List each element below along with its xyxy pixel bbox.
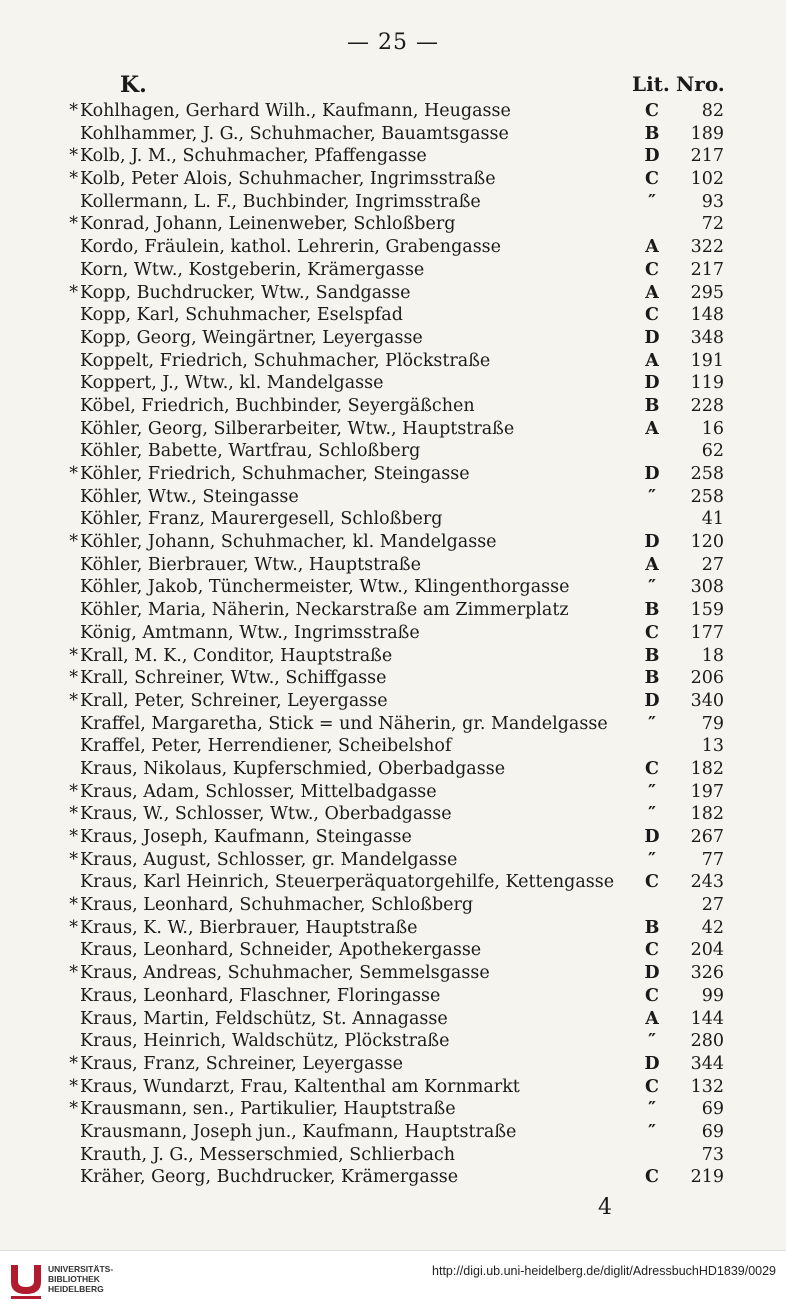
entry-name: König, Amtmann, Wtw., Ingrimsstraße [80,622,420,643]
entry-name: Köbel, Friedrich, Buchbinder, Seyergäßchen [80,395,475,416]
entry-lit: ″ [648,713,656,734]
list-item [0,1076,786,1099]
entry-marker: * [69,917,78,938]
list-item [0,871,786,894]
entry-name: Krall, M. K., Conditor, Hauptstraße [80,645,393,666]
entry-name: Köhler, Bierbrauer, Wtw., Hauptstraße [80,554,421,575]
entry-lit: C [645,985,659,1006]
wordmark-line: HEIDELBERG [48,1284,104,1294]
entry-nro: 27 [701,554,724,575]
entry-marker: * [69,781,78,802]
entry-lit: D [644,690,660,711]
list-item [0,1030,786,1053]
entry-marker: * [69,282,78,303]
entry-name: Kraus, Andreas, Schuhmacher, Semmelsgasse [80,963,490,984]
entry-name: Koppelt, Friedrich, Schuhmacher, Plöckstraße [80,350,491,371]
entry-name: Kraus, Adam, Schlosser, Mittelbadgasse [80,781,437,802]
entry-lit: ″ [648,577,656,598]
entry-lit: D [644,146,660,167]
entry-lit: C [645,305,659,326]
entry-name: Köhler, Wtw., Steingasse [80,486,299,507]
entry-nro: 177 [690,622,724,643]
entry-nro: 120 [690,532,724,553]
list-item [0,1144,786,1167]
list-item [0,917,786,940]
entry-lit: ″ [648,486,656,507]
entry-lit: D [644,532,660,553]
list-item [0,236,786,259]
entry-lit: ″ [648,1121,656,1142]
entry-lit: D [644,963,660,984]
entry-lit: C [645,169,659,190]
entry-name: Kraus, Heinrich, Waldschütz, Plöckstraße [80,1031,450,1052]
entry-lit: B [644,668,660,689]
signature-mark: 4 [598,1195,612,1220]
entry-lit: C [645,940,659,961]
list-item [0,191,786,214]
entry-nro: 102 [690,169,724,190]
entry-name: Kraus, Leonhard, Flaschner, Floringasse [80,985,441,1006]
entry-marker: * [69,668,78,689]
source-url-link[interactable]: http://digi.ub.uni-heidelberg.de/diglit/AdressbuchHD1839/0029 [432,1264,776,1278]
entry-name: Kraus, K. W., Bierbrauer, Hauptstraße [80,917,418,938]
list-item [0,667,786,690]
entry-nro: 27 [701,895,724,916]
list-item [0,327,786,350]
list-item [0,939,786,962]
entry-nro: 72 [701,214,724,235]
list-item [0,123,786,146]
entry-nro: 16 [701,418,724,439]
entry-marker: * [69,804,78,825]
entry-lit: C [645,758,659,779]
entry-marker: * [69,146,78,167]
entry-name: Kraus, Joseph, Kaufmann, Steingasse [80,827,412,847]
entry-nro: 228 [690,395,724,416]
entry-marker: * [69,827,78,847]
entry-nro: 69 [701,1121,724,1142]
entry-nro: 322 [690,237,724,258]
entry-nro: 73 [701,1144,724,1165]
list-item [0,1121,786,1144]
entry-lit: A [645,282,659,303]
entry-lit: A [645,237,659,258]
entry-name: Koppert, J., Wtw., kl. Mandelgasse [80,373,384,394]
list-item [0,463,786,486]
entry-marker: * [69,214,78,235]
list-item [0,1053,786,1076]
entry-name: Kraffel, Peter, Herrendiener, Scheibelshof [80,736,452,757]
list-item [0,1008,786,1031]
entry-lit: ″ [648,804,656,825]
entry-nro: 340 [690,690,724,711]
entry-name: Köhler, Johann, Schuhmacher, kl. Mandelgasse [80,532,497,553]
list-item [0,849,786,872]
entry-name: Kraffel, Margaretha, Stick = und Näherin, gr. Mandelgasse [80,713,608,734]
column-header-nro: Nro. [676,72,725,96]
entry-name: Kopp, Georg, Weingärtner, Leyergasse [80,327,423,348]
list-item [0,690,786,713]
list-item [0,985,786,1008]
entry-name: Krall, Peter, Schreiner, Leyergasse [80,690,388,711]
list-item [0,1098,786,1121]
entry-name: Köhler, Friedrich, Schuhmacher, Steingasse [80,464,470,484]
entry-marker: * [69,1053,78,1074]
list-item [0,350,786,373]
entry-nro: 99 [701,985,724,1006]
list-item [0,508,786,531]
entry-nro: 42 [701,917,724,938]
entry-lit: ″ [648,781,656,802]
list-item [0,645,786,668]
list-item [0,282,786,305]
entry-nro: 258 [690,464,724,484]
entry-lit: ″ [648,1031,656,1052]
entry-name: Kopp, Karl, Schuhmacher, Eselspfad [80,305,403,326]
list-item [0,486,786,509]
entry-lit: D [644,464,660,484]
list-item [0,531,786,554]
entry-name: Kraus, W., Schlosser, Wtw., Oberbadgasse [80,804,452,825]
list-item [0,372,786,395]
entry-name: Köhler, Maria, Näherin, Neckarstraße am Zimmerplatz [80,600,569,621]
entry-name: Kraus, Leonhard, Schuhmacher, Schloßberg [80,895,474,916]
entry-nro: 189 [690,123,724,144]
entry-nro: 13 [701,736,724,757]
entry-nro: 148 [690,305,724,326]
entry-name: Köhler, Babette, Wartfrau, Schloßberg [80,441,421,462]
list-item [0,758,786,781]
entry-nro: 326 [690,963,724,984]
entry-lit: B [644,645,660,666]
entry-marker: * [69,963,78,984]
entry-nro: 217 [690,146,724,167]
entry-nro: 93 [701,191,724,212]
entry-lit: ″ [648,191,656,212]
list-item [0,395,786,418]
wordmark-line: BIBLIOTHEK [48,1274,100,1284]
entry-nro: 267 [690,827,724,847]
list-item [0,894,786,917]
entry-marker: * [69,690,78,711]
footer-bar [0,1250,786,1310]
entry-name: Kräher, Georg, Buchdrucker, Krämergasse [80,1167,459,1188]
entry-name: Kollermann, L. F., Buchbinder, Ingrimsstraße [80,191,481,212]
entry-lit: C [645,872,659,893]
entry-nro: 219 [690,1167,724,1188]
entry-nro: 243 [690,872,724,893]
list-item [0,145,786,168]
entry-name: Kopp, Buchdrucker, Wtw., Sandgasse [80,282,411,303]
entry-name: Köhler, Franz, Maurergesell, Schloßberg [80,509,443,530]
entry-name: Köhler, Georg, Silberarbeiter, Wtw., Hauptstraße [80,418,515,439]
column-header-lit: Lit. [632,72,670,96]
list-item [0,576,786,599]
entry-nro: 204 [690,940,724,961]
entry-name: Kohlhagen, Gerhard Wilh., Kaufmann, Heugasse [80,101,511,121]
list-item [0,962,786,985]
entry-name: Kraus, Wundarzt, Frau, Kaltenthal am Kornmarkt [80,1076,520,1097]
entry-lit: A [645,350,659,371]
list-item [0,622,786,645]
directory-entries [0,100,786,1189]
entry-name: Kraus, Nikolaus, Kupferschmied, Oberbadgasse [80,758,506,779]
entry-nro: 18 [701,645,724,666]
list-item [0,826,786,849]
entry-nro: 182 [690,758,724,779]
entry-name: Krausmann, sen., Partikulier, Hauptstraße [80,1099,456,1120]
entry-nro: 348 [690,327,724,348]
entry-marker: * [69,532,78,553]
entry-lit: C [645,101,659,121]
entry-marker: * [69,849,78,870]
list-item [0,554,786,577]
entry-nro: 77 [701,849,724,870]
entry-marker: * [69,464,78,484]
entry-nro: 280 [690,1031,724,1052]
entry-nro: 144 [690,1008,724,1029]
entry-nro: 79 [701,713,724,734]
entry-name: Kraus, Leonhard, Schneider, Apothekergasse [80,940,482,961]
entry-name: Kolb, J. M., Schuhmacher, Pfaffengasse [80,146,427,167]
list-item [0,259,786,282]
entry-lit: B [644,123,660,144]
entry-nro: 217 [690,259,724,280]
entry-nro: 119 [690,373,724,394]
list-item [0,735,786,758]
entry-name: Kolb, Peter Alois, Schuhmacher, Ingrimsstraße [80,169,496,190]
section-letter: K. [120,72,147,98]
list-item [0,213,786,236]
entry-lit: A [645,554,659,575]
entry-marker: * [69,1099,78,1120]
entry-name: Kraus, Franz, Schreiner, Leyergasse [80,1053,403,1074]
entry-marker: * [69,101,78,121]
library-wordmark [48,1264,113,1294]
list-item [0,599,786,622]
entry-nro: 69 [701,1099,724,1120]
entry-lit: B [644,395,660,416]
entry-lit: ″ [648,849,656,870]
list-item [0,168,786,191]
entry-name: Kraus, Karl Heinrich, Steuerperäquatorgehilfe, Kettengasse [80,872,615,893]
list-item [0,803,786,826]
entry-nro: 191 [690,350,724,371]
entry-marker: * [69,1076,78,1097]
entry-nro: 62 [701,441,724,462]
entry-nro: 308 [690,577,724,598]
list-item [0,418,786,441]
page-number: — 25 — [347,30,439,55]
entry-nro: 258 [690,486,724,507]
wordmark-line: UNIVERSITÄTS- [48,1264,114,1274]
entry-lit: D [644,327,660,348]
entry-lit: C [645,1167,659,1188]
entry-name: Krall, Schreiner, Wtw., Schiffgasse [80,668,387,689]
entry-name: Konrad, Johann, Leinenweber, Schloßberg [80,214,456,235]
entry-nro: 295 [690,282,724,303]
list-item [0,781,786,804]
entry-lit: A [645,1008,659,1029]
entry-lit: D [644,1053,660,1074]
entry-nro: 82 [701,101,724,121]
entry-name: Köhler, Jakob, Tünchermeister, Wtw., Klingenthorgasse [80,577,570,598]
list-item [0,100,786,123]
list-item [0,713,786,736]
university-library-logo-icon [8,1261,44,1301]
entry-lit: C [645,1076,659,1097]
list-item [0,1166,786,1189]
entry-marker: * [69,169,78,190]
entry-lit: C [645,622,659,643]
entry-lit: A [645,418,659,439]
entry-nro: 197 [690,781,724,802]
entry-lit: D [644,373,660,394]
entry-name: Krausmann, Joseph jun., Kaufmann, Hauptstraße [80,1121,517,1142]
entry-lit: B [644,600,660,621]
entry-nro: 182 [690,804,724,825]
entry-nro: 132 [690,1076,724,1097]
entry-nro: 159 [690,600,724,621]
entry-nro: 41 [701,509,724,530]
entry-name: Kraus, August, Schlosser, gr. Mandelgasse [80,849,458,870]
entry-name: Kohlhammer, J. G., Schuhmacher, Bauamtsgasse [80,123,509,144]
list-item [0,440,786,463]
entry-lit: D [644,827,660,847]
entry-marker: * [69,895,78,916]
list-item [0,304,786,327]
entry-lit: ″ [648,1099,656,1120]
entry-nro: 344 [690,1053,724,1074]
column-header-row [110,72,730,100]
entry-nro: 206 [690,668,724,689]
entry-marker: * [69,645,78,666]
entry-name: Kraus, Martin, Feldschütz, St. Annagasse [80,1008,448,1029]
entry-lit: B [644,917,660,938]
entry-lit: C [645,259,659,280]
entry-name: Krauth, J. G., Messerschmied, Schlierbach [80,1144,455,1165]
entry-name: Korn, Wtw., Kostgeberin, Krämergasse [80,259,425,280]
entry-name: Kordo, Fräulein, kathol. Lehrerin, Grabengasse [80,237,502,258]
